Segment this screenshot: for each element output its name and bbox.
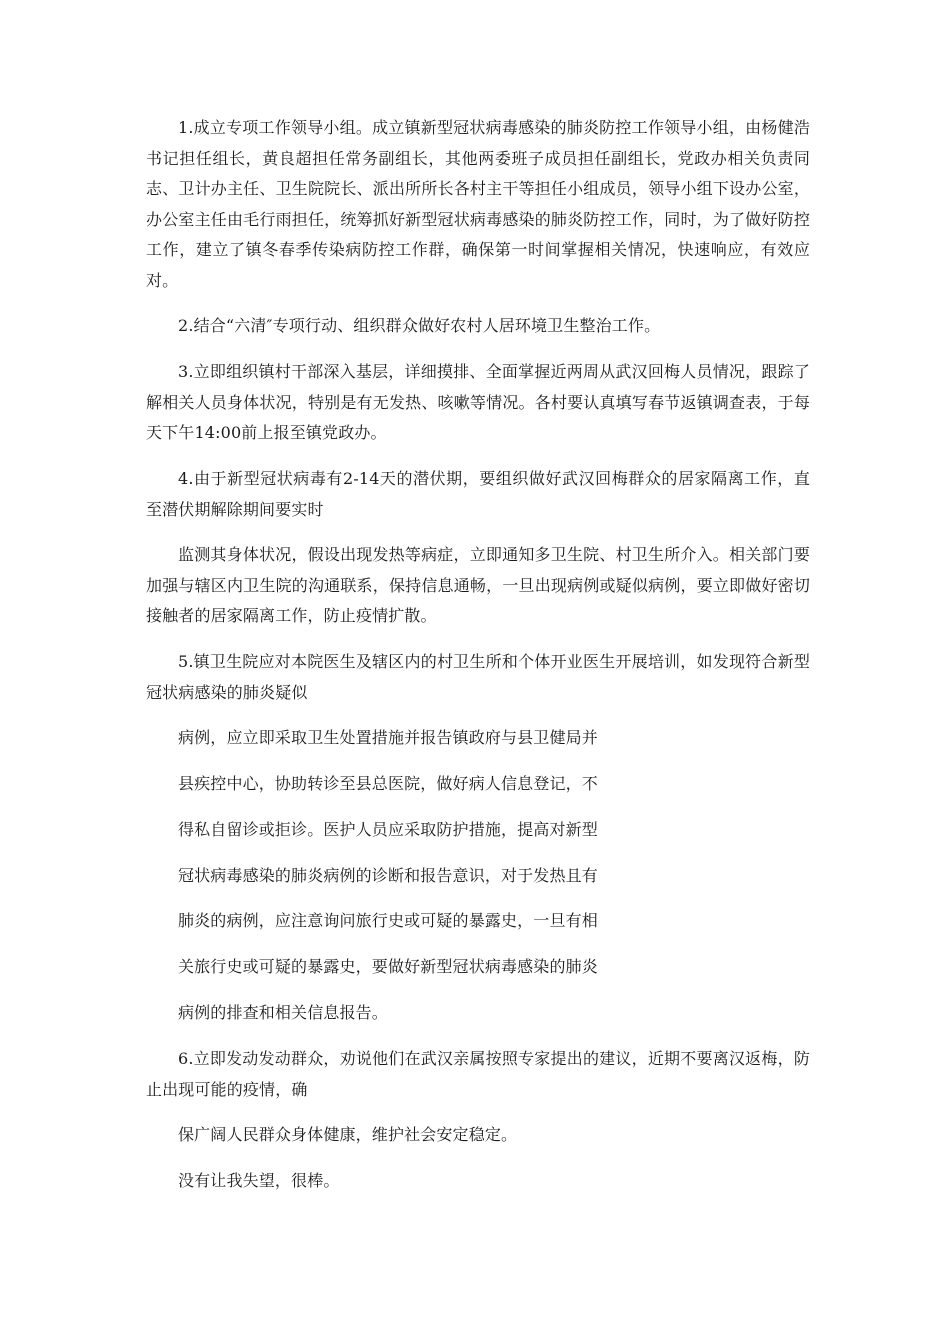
paragraph-2-environment: 2.结合“六清″专项行动、组织群众做好农村人居环境卫生整治工作。 <box>178 316 661 335</box>
paragraph-1-leadership-group: 1.成立专项工作领导小组。成立镇新型冠状病毒感染的肺炎防控工作领导小组，由杨健浩书记担任组长，黄良超担任常务副组长，其他两委班子成员担任副组长，党政办相关负责同志、卫计办主任、卫生院院长、派出所所长各村主干等担任小组成员，领导小组下设办公室，办公室主任由毛行雨担任，统筹抓好新型冠状病毒感染的肺炎防控工作，同时，为了做好防控工作，建立了镇冬春季传染病防控工作群，确保第一时间掌握相关情况，快速响应，有效应对。 <box>146 118 810 290</box>
closing-remark: 没有让我失望，很棒。 <box>178 1171 340 1190</box>
paragraph-5-line-1: 病例，应立即采取卫生处置措施并报告镇政府与县卫健局并 <box>178 728 598 747</box>
paragraph-6-continued: 保广阔人民群众身体健康，维护社会安定稳定。 <box>178 1125 518 1144</box>
paragraph-3-investigation: 3.立即组织镇村干部深入基层，详细摸排、全面掌握近两周从武汉回梅人员情况，跟踪了解相关人员身体状况，特别是有无发热、咳嗽等情况。各村要认真填写春节返镇调查表，于每天下午14:00前上报至镇党政办。 <box>146 362 810 442</box>
paragraph-5-line-2: 县疾控中心，协助转诊至县总医院，做好病人信息登记，不 <box>178 774 598 793</box>
paragraph-5-line-6: 关旅行史或可疑的暴露史，要做好新型冠状病毒感染的肺炎 <box>178 957 598 976</box>
paragraph-5-training: 5.镇卫生院应对本院医生及辖区内的村卫生所和个体开业医生开展培训，如发现符合新型冠状病感染的肺炎疑似 <box>146 652 810 702</box>
paragraph-5-line-5: 肺炎的病例，应注意询问旅行史或可疑的暴露史，一旦有相 <box>178 911 598 930</box>
paragraph-5-line-7: 病例的排查和相关信息报告。 <box>178 1003 388 1022</box>
paragraph-5-line-3: 得私自留诊或拒诊。医护人员应采取防护措施，提高对新型 <box>178 820 598 839</box>
paragraph-4-continued: 监测其身体状况，假设出现发热等病症，立即通知多卫生院、村卫生所介入。相关部门要加强与辖区内卫生院的沟通联系，保持信息通畅，一旦出现病例或疑似病例，要立即做好密切接触者的居家隔离工作，防止疫情扩散。 <box>146 545 810 625</box>
paragraph-4-quarantine: 4.由于新型冠状病毒有2-14天的潜伏期，要组织做好武汉回梅群众的居家隔离工作，直至潜伏期解除期间要实时 <box>146 469 810 519</box>
paragraph-6-mobilize: 6.立即发动发动群众，劝说他们在武汉亲属按照专家提出的建议，近期不要离汉返梅，防止出现可能的疫情，确 <box>146 1049 810 1099</box>
paragraph-5-line-4: 冠状病毒感染的肺炎病例的诊断和报告意识，对于发热且有 <box>178 866 598 885</box>
